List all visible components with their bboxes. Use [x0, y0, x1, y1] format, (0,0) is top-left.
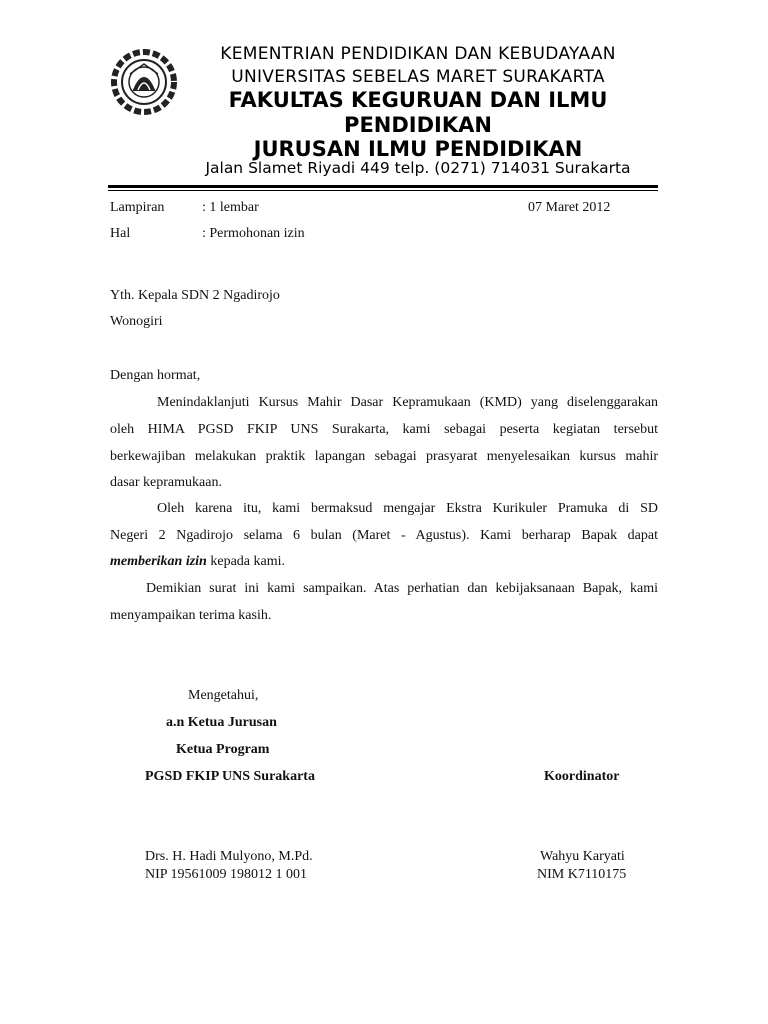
lampiran-label: Lampiran	[110, 200, 165, 215]
greeting: Dengan hormat,	[110, 368, 201, 383]
paragraph-1-line-3: berkewajiban melakukan praktik lapangan sebagai prasyarat menyelesaikan kursus mahir	[110, 449, 658, 464]
letter-date: 07 Maret 2012	[528, 200, 611, 215]
left-signer-nip: NIP 19561009 198012 1 001	[145, 867, 308, 882]
emphasis-memberikan-izin: memberikan izin	[110, 554, 207, 569]
paragraph-1-line-2: oleh HIMA PGSD FKIP UNS Surakarta, kami sebagai peserta kegiatan tersebut	[110, 422, 658, 437]
paragraph-2-line-1: Oleh karena itu, kami bermaksud mengajar Ekstra Kurikuler Pramuka di SD	[157, 501, 658, 516]
right-signer-name: Wahyu Karyati	[540, 849, 625, 864]
hal-value: : Permohonan izin	[202, 226, 305, 241]
koordinator-label: Koordinator	[544, 769, 620, 784]
paragraph-2-line-2: Negeri 2 Ngadirojo selama 6 bulan (Maret - Agustus). Kami berharap Bapak dapat	[110, 528, 658, 543]
letterhead-department: JURUSAN ILMU PENDIDIKAN	[253, 137, 583, 161]
an-ketua-jurusan: a.n Ketua Jurusan	[166, 715, 277, 730]
paragraph-1-line-1: Menindaklanjuti Kursus Mahir Dasar Kepramukaan (KMD) yang diselenggarakan	[157, 395, 658, 410]
letterhead-university: UNIVERSITAS SEBELAS MARET SURAKARTA	[231, 67, 605, 87]
paragraph-3-line-1: Demikian surat ini kami sampaikan. Atas perhatian dan kebijaksanaan Bapak, kami	[146, 581, 658, 596]
letterhead-divider	[108, 185, 658, 188]
recipient-line: Yth. Kepala SDN 2 Ngadirojo	[110, 288, 280, 303]
mengetahui-label: Mengetahui,	[188, 688, 259, 703]
letterhead-address: Jalan Slamet Riyadi 449 telp. (0271) 714031 Surakarta	[205, 159, 631, 177]
paragraph-2-line-3	[110, 553, 285, 571]
program-unit: PGSD FKIP UNS Surakarta	[145, 769, 315, 784]
letterhead-ministry: KEMENTRIAN PENDIDIKAN DAN KEBUDAYAAN	[220, 44, 616, 64]
lampiran-value: : 1 lembar	[202, 200, 259, 215]
letterhead-faculty-cont: PENDIDIKAN	[344, 113, 492, 137]
left-signer-name: Drs. H. Hadi Mulyono, M.Pd.	[145, 849, 313, 864]
recipient-city: Wonogiri	[110, 314, 163, 329]
right-signer-nim: NIM K7110175	[537, 867, 627, 882]
paragraph-3-line-2: menyampaikan terima kasih.	[110, 608, 272, 623]
paragraph-1-line-4: dasar kepramukaan.	[110, 475, 222, 490]
letterhead-faculty: FAKULTAS KEGURUAN DAN ILMU	[228, 88, 608, 112]
hal-label: Hal	[110, 226, 131, 241]
ketua-program: Ketua Program	[176, 742, 270, 757]
letterhead-divider-thin	[108, 190, 658, 191]
paragraph-2-tail: kepada kami.	[206, 554, 285, 569]
